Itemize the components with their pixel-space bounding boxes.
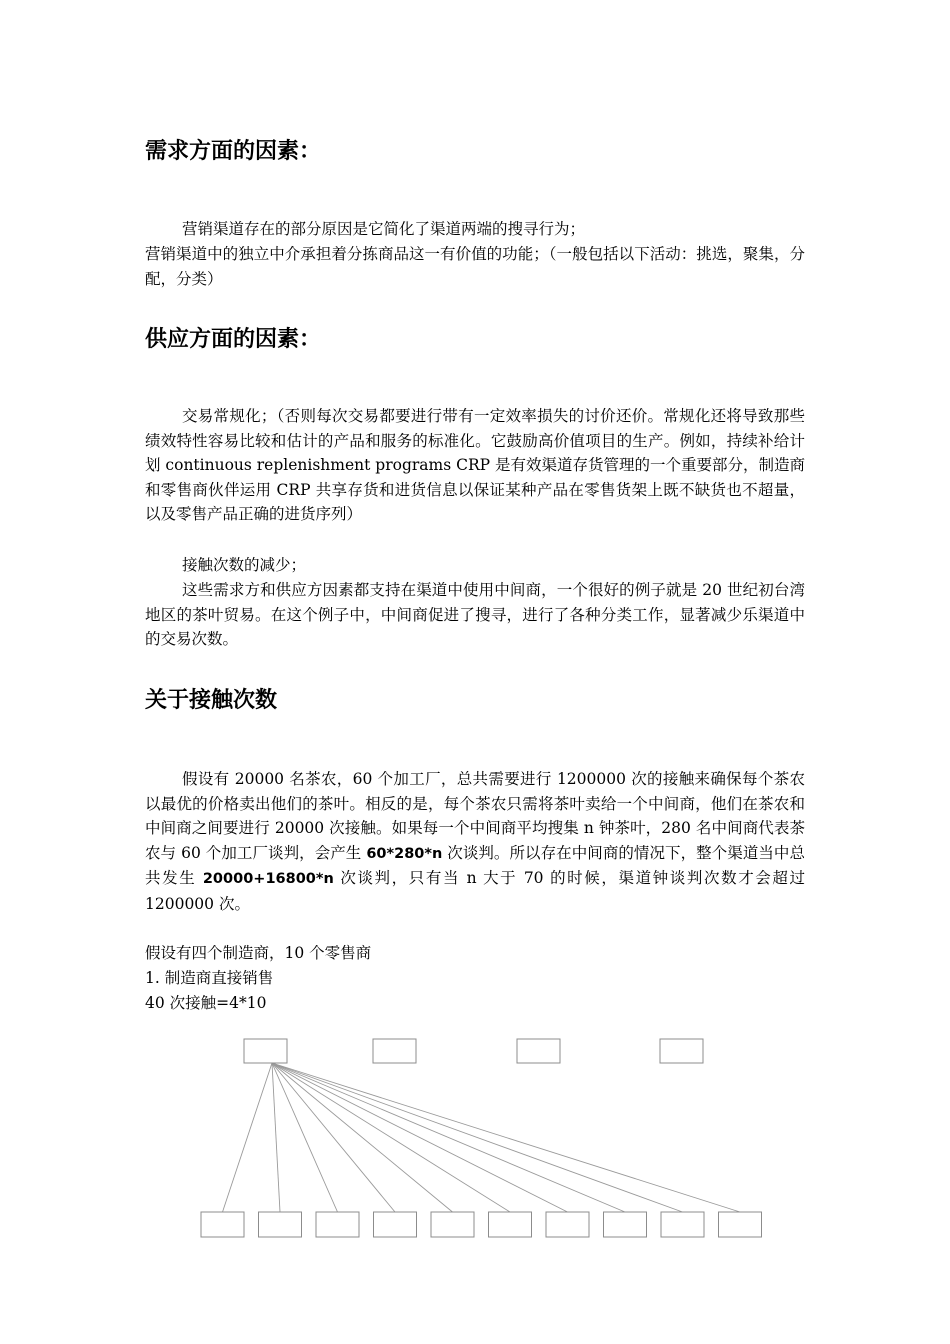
manufacturer-box	[244, 1039, 287, 1063]
contacts-text-b: 次谈判。所以存在中间商的情况下，整个渠道当中总共发生	[145, 843, 805, 887]
contact-line	[272, 1063, 453, 1212]
supply-paragraph-1: 交易常规化；（否则每次交易都要进行带有一定效率损失的讨价还价。常规化还将导致那些绩效特性容易比较和估计的产品和服务的标准化。它鼓励高价值项目的生产。例如，持续补给计划 continuous replenishment programs CRP 是有效渠道存货管理的一个重要部分，制造商和零售商伙伴运用 CRP 共享存货和进货信息以保证某种产品在零售货架上既不缺货也不超量，以及零售产品正确的进货序列）	[145, 407, 805, 523]
contact-line	[272, 1063, 280, 1212]
assumption-line: 假设有四个制造商，10 个零售商	[145, 944, 372, 962]
contact-line	[272, 1063, 740, 1212]
supply-paragraph-2: 接触次数的减少；	[182, 556, 307, 574]
heading-contact-count: 关于接触次数	[145, 688, 278, 713]
manufacturer-box	[660, 1039, 703, 1063]
demand-paragraph-2: 营销渠道中的独立中介承担着分拣商品这一有价值的功能；（一般包括以下活动：挑选，聚集，分配，分类）	[145, 245, 805, 288]
contact-line	[223, 1063, 273, 1212]
demand-paragraph-1: 营销渠道存在的部分原因是它简化了渠道两端的搜寻行为；	[182, 220, 586, 238]
retailer-box	[604, 1212, 647, 1237]
contact-line	[272, 1063, 625, 1212]
contact-line	[272, 1063, 510, 1212]
retailer-box	[374, 1212, 417, 1237]
retailer-box	[201, 1212, 244, 1237]
manufacturer-box	[517, 1039, 560, 1063]
retailer-box	[489, 1212, 532, 1237]
case-1-label: 1. 制造商直接销售	[145, 969, 274, 987]
formula-intermediary: 60*280*n	[366, 845, 443, 862]
contact-line	[272, 1063, 338, 1212]
heading-supply-factors: 供应方面的因素：	[145, 327, 322, 352]
supply-paragraph-3: 这些需求方和供应方因素都支持在渠道中使用中间商，一个很好的例子就是 20 世纪初台湾地区的茶叶贸易。在这个例子中，中间商促进了搜寻，进行了各种分类工作，显著减少乐渠道中的交易次数。	[145, 581, 805, 648]
retailer-box	[661, 1212, 704, 1237]
contacts-text-c: 次谈判，只有当 n 大于 70 的时候，渠道钟谈判次数才会超过 1200000 次。	[145, 869, 805, 913]
contacts-text-a: 假设有 20000 名茶农，60 个加工厂，总共需要进行 1200000 次的接触来确保每个茶农以最优的价格卖出他们的茶叶。相反的是，每个茶农只需将茶叶卖给一个中间商，他们在茶农和中间商之间要进行 20000 次接触。如果每一个中间商平均搜集 n 钟茶叶，280 名中间商代表茶农与 60 个加工厂谈判，会产生	[145, 770, 805, 862]
case-1-contacts: 40 次接触=4*10	[145, 994, 267, 1012]
retailer-box	[259, 1212, 302, 1237]
contact-line	[272, 1063, 568, 1212]
retailer-box	[316, 1212, 359, 1237]
retailer-box	[546, 1212, 589, 1237]
manufacturer-box	[373, 1039, 416, 1063]
retailer-box	[719, 1212, 762, 1237]
retailer-box	[431, 1212, 474, 1237]
heading-demand-factors: 需求方面的因素：	[145, 139, 322, 164]
formula-total: 20000+16800*n	[202, 871, 334, 887]
